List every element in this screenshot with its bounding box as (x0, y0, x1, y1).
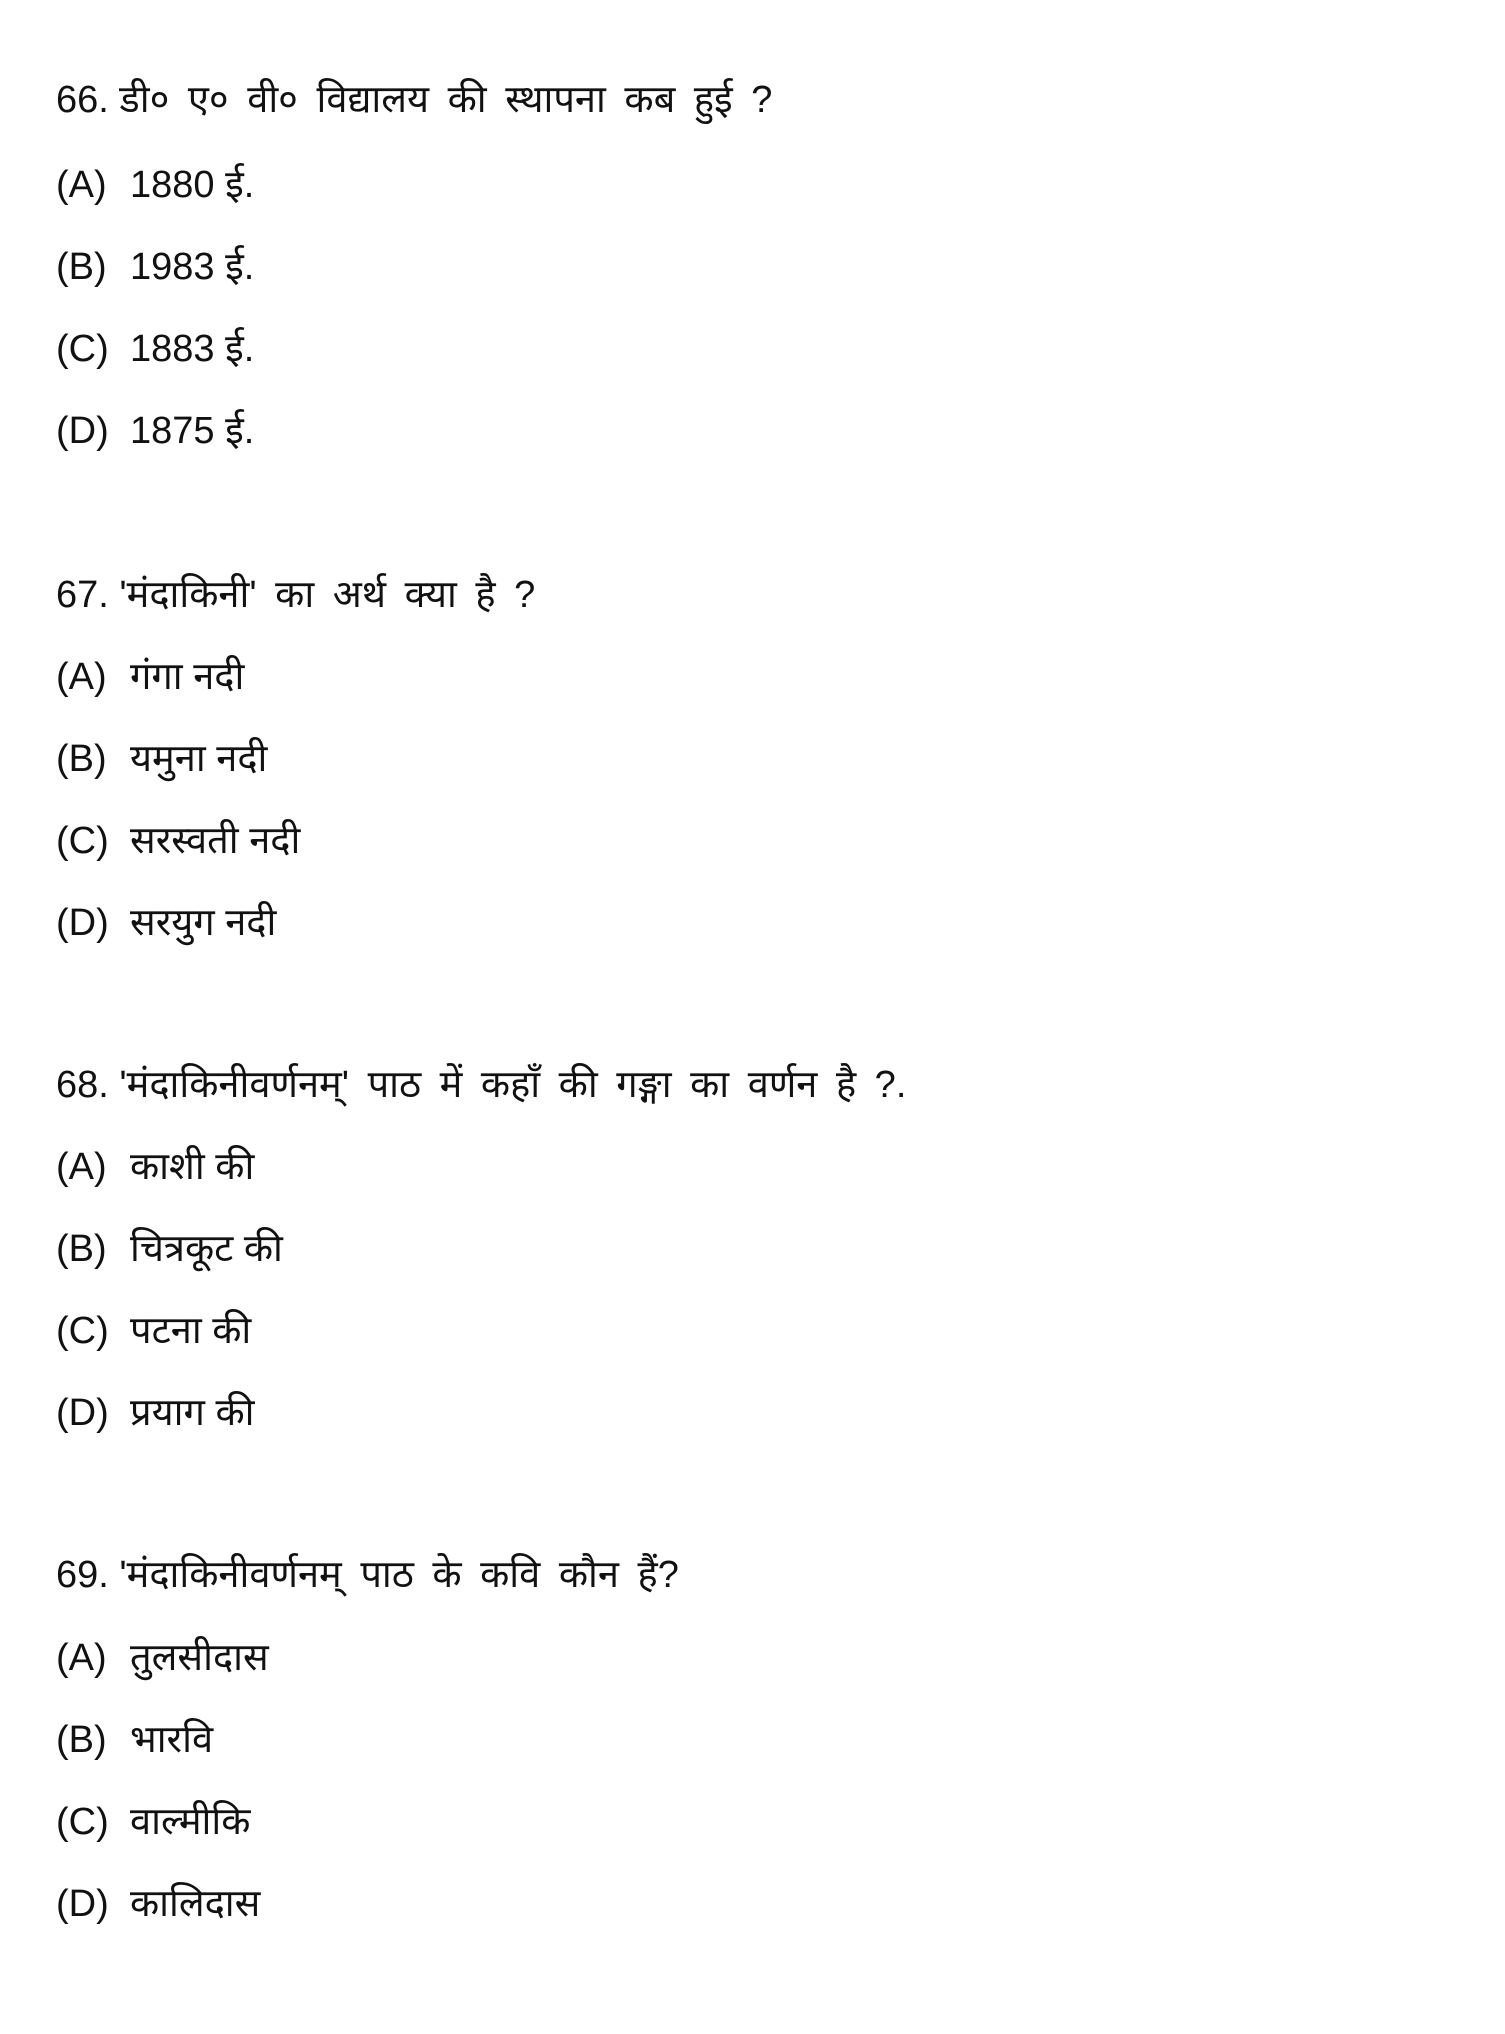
option-a (56, 1633, 269, 1683)
option-text: भारवि (130, 1719, 214, 1761)
option-text: 1983 ई. (130, 246, 255, 288)
option-text: 1880 ई. (130, 164, 255, 206)
question-number: 68. (56, 1064, 109, 1106)
question-text-line (56, 75, 772, 125)
option-label: (D) (56, 410, 109, 452)
question-text-line (56, 1060, 906, 1110)
option-label: (B) (56, 1719, 107, 1761)
option-label: (C) (56, 820, 109, 862)
option-text: काशी की (130, 1146, 255, 1188)
option-text: सरयुग नदी (130, 902, 277, 944)
option-label: (D) (56, 902, 109, 944)
option-d (56, 898, 276, 948)
option-text: चित्रकूट की (130, 1228, 283, 1270)
option-label: (B) (56, 1228, 107, 1270)
option-text: पटना की (130, 1310, 252, 1352)
option-text: तुलसीदास (130, 1637, 269, 1679)
option-text: 1883 ई. (130, 328, 255, 370)
option-text: प्रयाग की (130, 1392, 255, 1434)
option-label: (B) (56, 738, 107, 780)
option-text: कालिदास (130, 1883, 261, 1925)
option-text: गंगा नदी (130, 656, 245, 698)
option-c (56, 1797, 250, 1847)
option-d (56, 1879, 260, 1929)
option-label: (C) (56, 1310, 109, 1352)
option-label: (A) (56, 164, 107, 206)
option-label: (A) (56, 1637, 107, 1679)
option-c (56, 816, 300, 866)
option-text: यमुना नदी (130, 738, 268, 780)
question-number: 69. (56, 1554, 109, 1596)
option-text: 1875 ई. (130, 410, 255, 452)
question-text: 'मंदाकिनीवर्णनम्' पाठ में कहाँ की गङ्गा का वर्णन है ?. (119, 1064, 907, 1106)
option-d (56, 406, 254, 456)
question-text: डी० ए० वी० विद्यालय की स्थापना कब हुई ? (119, 79, 773, 121)
option-d (56, 1388, 254, 1438)
option-label: (C) (56, 328, 109, 370)
question-text-line (56, 570, 535, 620)
option-label: (D) (56, 1883, 109, 1925)
option-text: वाल्मीकि (130, 1801, 251, 1843)
option-c (56, 1306, 251, 1356)
question-text: 'मंदाकिनी' का अर्थ क्या है ? (119, 574, 536, 616)
option-label: (A) (56, 1146, 107, 1188)
option-b (56, 1224, 283, 1274)
option-label: (B) (56, 246, 107, 288)
option-label: (A) (56, 656, 107, 698)
option-a (56, 160, 254, 210)
option-text: सरस्वती नदी (130, 820, 301, 862)
question-text-line (56, 1550, 679, 1600)
option-a (56, 1142, 254, 1192)
option-b (56, 242, 254, 292)
option-b (56, 1715, 213, 1765)
option-label: (C) (56, 1801, 109, 1843)
question-number: 67. (56, 574, 109, 616)
option-b (56, 734, 267, 784)
option-label: (D) (56, 1392, 109, 1434)
question-number: 66. (56, 79, 109, 121)
option-a (56, 652, 244, 702)
question-text: 'मंदाकिनीवर्णनम् पाठ के कवि कौन हैं? (119, 1554, 679, 1596)
option-c (56, 324, 254, 374)
